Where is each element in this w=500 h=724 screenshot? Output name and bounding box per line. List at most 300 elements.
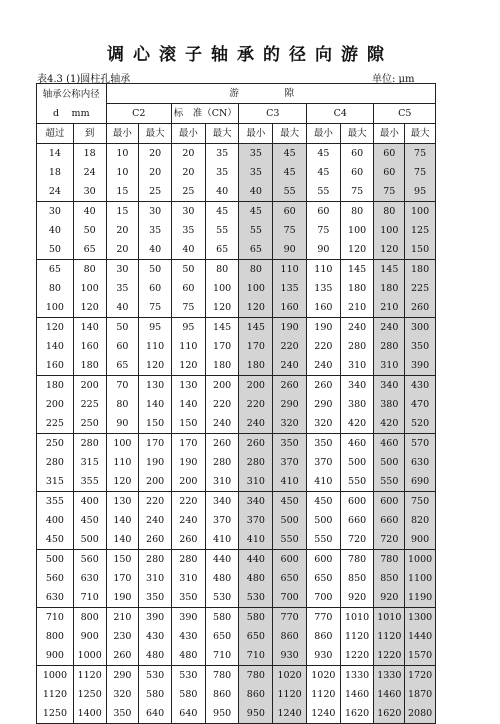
table-cell: 1250 (37, 704, 74, 724)
table-cell: 35 (106, 279, 139, 298)
table-cell: 10 (106, 144, 139, 164)
table-cell: 1120 (374, 627, 405, 646)
table-cell: 15 (106, 182, 139, 202)
table-cell: 60 (340, 144, 374, 164)
table-cell: 350 (171, 588, 205, 608)
table-cell: 80 (374, 202, 405, 222)
table-cell: 420 (340, 414, 374, 434)
table-cell: 340 (205, 492, 239, 512)
min-header: 最小 (374, 124, 405, 144)
table-cell: 530 (171, 666, 205, 686)
table-cell: 440 (239, 550, 273, 570)
table-cell: 240 (374, 318, 405, 338)
table-cell: 120 (139, 356, 172, 376)
table-cell: 130 (139, 376, 172, 396)
table-row (37, 318, 436, 338)
table-cell: 30 (139, 202, 172, 222)
table-cell: 600 (340, 492, 374, 512)
table-cell: 35 (239, 163, 273, 182)
table-cell: 500 (374, 453, 405, 472)
table-cell: 75 (306, 221, 340, 240)
table-row (37, 144, 436, 164)
table-cell: 860 (239, 685, 273, 704)
table-row (37, 163, 436, 182)
table-cell: 110 (171, 337, 205, 356)
table-cell: 35 (205, 144, 239, 164)
over-header: 超过 (37, 124, 74, 144)
table-cell: 90 (106, 414, 139, 434)
table-row (37, 685, 436, 704)
table-cell: 80 (205, 260, 239, 280)
table-cell: 320 (106, 685, 139, 704)
table-cell: 100 (405, 202, 436, 222)
table-cell: 850 (340, 569, 374, 588)
table-cell: 14 (37, 144, 74, 164)
table-cell: 140 (139, 395, 172, 414)
table-cell: 55 (306, 182, 340, 202)
table-cell: 260 (405, 298, 436, 318)
table-cell: 220 (239, 395, 273, 414)
table-cell: 460 (340, 434, 374, 454)
table-cell: 75 (340, 182, 374, 202)
max-header: 最大 (139, 124, 172, 144)
table-cell: 45 (306, 163, 340, 182)
table-cell: 320 (306, 414, 340, 434)
table-cell: 145 (239, 318, 273, 338)
table-cell: 650 (273, 569, 307, 588)
table-cell: 230 (106, 627, 139, 646)
table-cell: 480 (239, 569, 273, 588)
table-cell: 240 (340, 318, 374, 338)
table-cell: 45 (306, 144, 340, 164)
table-cell: 430 (171, 627, 205, 646)
table-cell: 1000 (405, 550, 436, 570)
table-cell: 260 (306, 376, 340, 396)
table-cell: 430 (139, 627, 172, 646)
table-cell: 220 (273, 337, 307, 356)
table-cell: 65 (205, 240, 239, 260)
table-cell: 80 (239, 260, 273, 280)
table-cell: 120 (374, 240, 405, 260)
table-cell: 160 (73, 337, 106, 356)
table-cell: 1120 (306, 685, 340, 704)
table-cell: 150 (171, 414, 205, 434)
table-cell: 1250 (73, 685, 106, 704)
table-cell: 55 (239, 221, 273, 240)
table-cell: 780 (205, 666, 239, 686)
table-cell: 1440 (405, 627, 436, 646)
table-cell: 350 (405, 337, 436, 356)
table-cell: 770 (306, 608, 340, 628)
table-cell: 220 (306, 337, 340, 356)
table-cell: 210 (374, 298, 405, 318)
table-cell: 20 (171, 163, 205, 182)
table-cell: 120 (106, 472, 139, 492)
table-cell: 355 (37, 492, 74, 512)
table-cell: 1300 (405, 608, 436, 628)
table-row (37, 588, 436, 608)
table-cell: 170 (139, 434, 172, 454)
table-cell: 260 (239, 434, 273, 454)
table-cell: 190 (273, 318, 307, 338)
table-cell: 60 (273, 202, 307, 222)
table-row (37, 240, 436, 260)
table-cell: 310 (340, 356, 374, 376)
table-cell: 390 (171, 608, 205, 628)
table-cell: 100 (37, 298, 74, 318)
table-cell: 600 (306, 550, 340, 570)
table-cell: 60 (374, 163, 405, 182)
table-cell: 220 (205, 395, 239, 414)
table-cell: 240 (205, 414, 239, 434)
max-header: 最大 (405, 124, 436, 144)
table-caption: 表4.3 (1)圆柱孔轴承 (37, 74, 131, 85)
table-cell: 1120 (340, 627, 374, 646)
table-cell: 80 (73, 260, 106, 280)
table-cell: 400 (73, 492, 106, 512)
table-cell: 710 (37, 608, 74, 628)
table-cell: 550 (306, 530, 340, 550)
table-cell: 650 (306, 569, 340, 588)
table-cell: 240 (239, 414, 273, 434)
table-cell: 120 (73, 298, 106, 318)
table-cell: 55 (205, 221, 239, 240)
table-cell: 260 (205, 434, 239, 454)
table-cell: 780 (340, 550, 374, 570)
table-cell: 50 (106, 318, 139, 338)
table-cell: 310 (239, 472, 273, 492)
table-cell: 710 (239, 646, 273, 666)
table-cell: 60 (106, 337, 139, 356)
table-cell: 20 (139, 163, 172, 182)
table-cell: 260 (273, 376, 307, 396)
table-cell: 820 (405, 511, 436, 530)
table-cell: 420 (374, 414, 405, 434)
table-cell: 100 (340, 221, 374, 240)
table-cell: 315 (37, 472, 74, 492)
table-cell: 40 (239, 182, 273, 202)
table-row (37, 337, 436, 356)
table-row (37, 472, 436, 492)
table-cell: 30 (171, 202, 205, 222)
table-cell: 640 (139, 704, 172, 724)
table-cell: 145 (205, 318, 239, 338)
table-row (37, 550, 436, 570)
table-cell: 430 (405, 376, 436, 396)
table-cell: 210 (340, 298, 374, 318)
bore-header (37, 84, 107, 124)
table-cell: 65 (37, 260, 74, 280)
table-cell: 280 (340, 337, 374, 356)
table-cell: 95 (171, 318, 205, 338)
table-cell: 500 (273, 511, 307, 530)
table-cell: 160 (306, 298, 340, 318)
table-row (37, 260, 436, 280)
table-cell: 75 (273, 221, 307, 240)
table-cell: 240 (273, 356, 307, 376)
table-cell: 380 (340, 395, 374, 414)
table-cell: 120 (205, 298, 239, 318)
table-row (37, 298, 436, 318)
table-cell: 290 (273, 395, 307, 414)
table-cell: 315 (73, 453, 106, 472)
table-cell: 370 (273, 453, 307, 472)
table-cell: 60 (340, 163, 374, 182)
table-cell: 440 (205, 550, 239, 570)
table-cell: 550 (340, 472, 374, 492)
table-cell: 800 (73, 608, 106, 628)
table-cell: 390 (405, 356, 436, 376)
table-cell: 340 (340, 376, 374, 396)
table-row (37, 453, 436, 472)
min-header: 最小 (239, 124, 273, 144)
table-cell: 90 (306, 240, 340, 260)
table-cell: 100 (239, 279, 273, 298)
table-cell: 75 (374, 182, 405, 202)
table-cell: 60 (171, 279, 205, 298)
table-cell: 190 (306, 318, 340, 338)
table-cell: 140 (171, 395, 205, 414)
table-cell: 650 (205, 627, 239, 646)
table-cell: 95 (139, 318, 172, 338)
table-cell: 520 (405, 414, 436, 434)
table-cell: 930 (306, 646, 340, 666)
table-cell: 280 (205, 453, 239, 472)
table-cell: 300 (405, 318, 436, 338)
table-cell: 40 (37, 221, 74, 240)
table-cell: 20 (139, 144, 172, 164)
table-cell: 20 (106, 221, 139, 240)
table-cell: 60 (374, 144, 405, 164)
table-cell: 50 (37, 240, 74, 260)
table-cell: 1330 (374, 666, 405, 686)
table-cell: 900 (37, 646, 74, 666)
table-cell: 40 (73, 202, 106, 222)
table-cell: 710 (205, 646, 239, 666)
table-cell: 580 (239, 608, 273, 628)
table-cell: 240 (139, 511, 172, 530)
table-cell: 180 (340, 279, 374, 298)
table-row (37, 492, 436, 512)
table-cell: 410 (306, 472, 340, 492)
table-cell: 40 (205, 182, 239, 202)
table-cell: 370 (239, 511, 273, 530)
table-cell: 500 (306, 511, 340, 530)
table-cell: 50 (73, 221, 106, 240)
table-cell: 130 (171, 376, 205, 396)
table-cell: 750 (405, 492, 436, 512)
table-cell: 1010 (340, 608, 374, 628)
table-cell: 290 (306, 395, 340, 414)
table-cell: 200 (73, 376, 106, 396)
table-cell: 1240 (306, 704, 340, 724)
table-cell: 200 (205, 376, 239, 396)
table-cell: 40 (106, 298, 139, 318)
table-cell: 720 (374, 530, 405, 550)
table-cell: 75 (405, 144, 436, 164)
table-cell: 125 (405, 221, 436, 240)
table-cell: 190 (171, 453, 205, 472)
table-row (37, 395, 436, 414)
table-cell: 280 (73, 434, 106, 454)
table-cell: 450 (306, 492, 340, 512)
table-cell: 600 (273, 550, 307, 570)
table-cell: 95 (405, 182, 436, 202)
table-cell: 225 (405, 279, 436, 298)
table-cell: 120 (340, 240, 374, 260)
table-cell: 10 (106, 163, 139, 182)
table-cell: 600 (374, 492, 405, 512)
table-cell: 920 (374, 588, 405, 608)
table-cell: 180 (374, 279, 405, 298)
table-cell: 240 (171, 511, 205, 530)
page-title: 调心滚子轴承的径向游隙 (107, 45, 393, 65)
table-cell: 800 (37, 627, 74, 646)
table-cell: 480 (205, 569, 239, 588)
min-header: 最小 (106, 124, 139, 144)
table-cell: 1010 (374, 608, 405, 628)
table-cell: 25 (171, 182, 205, 202)
table-cell: 1020 (306, 666, 340, 686)
table-row (37, 182, 436, 202)
table-cell: 660 (340, 511, 374, 530)
table-cell: 1220 (340, 646, 374, 666)
group-header-c4: C4 (306, 104, 374, 124)
table-cell: 780 (374, 550, 405, 570)
table-cell: 550 (273, 530, 307, 550)
table-cell: 55 (273, 182, 307, 202)
table-cell: 45 (205, 202, 239, 222)
table-cell: 900 (73, 627, 106, 646)
table-cell: 500 (73, 530, 106, 550)
table-cell: 120 (37, 318, 74, 338)
max-header: 最大 (205, 124, 239, 144)
table-row (37, 511, 436, 530)
table-cell: 1620 (340, 704, 374, 724)
table-cell: 700 (306, 588, 340, 608)
table-cell: 35 (239, 144, 273, 164)
table-cell: 480 (139, 646, 172, 666)
table-cell: 1460 (340, 685, 374, 704)
group-header-c5: C5 (374, 104, 436, 124)
table-cell: 1220 (374, 646, 405, 666)
table-cell: 65 (73, 240, 106, 260)
upto-header: 到 (73, 124, 106, 144)
header-row-1 (37, 84, 436, 104)
min-header: 最小 (306, 124, 340, 144)
table-cell: 200 (139, 472, 172, 492)
table-cell: 920 (340, 588, 374, 608)
table-cell: 30 (73, 182, 106, 202)
table-cell: 860 (306, 627, 340, 646)
table-cell: 150 (139, 414, 172, 434)
table-cell: 220 (171, 492, 205, 512)
table-cell: 170 (171, 434, 205, 454)
table-cell: 180 (73, 356, 106, 376)
table-cell: 280 (171, 550, 205, 570)
table-cell: 690 (405, 472, 436, 492)
table-cell: 170 (239, 337, 273, 356)
table-cell: 280 (374, 337, 405, 356)
table-cell: 25 (139, 182, 172, 202)
table-cell: 75 (139, 298, 172, 318)
table-cell: 1460 (374, 685, 405, 704)
table-cell: 60 (139, 279, 172, 298)
table-cell: 950 (239, 704, 273, 724)
table-cell: 170 (106, 569, 139, 588)
table-cell: 130 (106, 492, 139, 512)
table-cell: 1400 (73, 704, 106, 724)
table-cell: 320 (273, 414, 307, 434)
header-row-3 (37, 124, 436, 144)
table-cell: 860 (205, 685, 239, 704)
table-cell: 280 (37, 453, 74, 472)
table-cell: 100 (205, 279, 239, 298)
table-cell: 470 (405, 395, 436, 414)
table-cell: 24 (37, 182, 74, 202)
table-cell: 180 (405, 260, 436, 280)
table-cell: 500 (340, 453, 374, 472)
table-cell: 350 (139, 588, 172, 608)
table-cell: 110 (139, 337, 172, 356)
table-row (37, 646, 436, 666)
table-cell: 24 (73, 163, 106, 182)
table-cell: 135 (273, 279, 307, 298)
table-cell: 280 (239, 453, 273, 472)
table-cell: 170 (205, 337, 239, 356)
bore-header-line1: 轴承公称内径 (42, 88, 100, 100)
table-cell: 1120 (37, 685, 74, 704)
table-cell: 150 (106, 550, 139, 570)
table-cell: 340 (239, 492, 273, 512)
table-cell: 410 (273, 472, 307, 492)
table-cell: 50 (171, 260, 205, 280)
table-cell: 310 (205, 472, 239, 492)
table-cell: 145 (340, 260, 374, 280)
table-cell: 260 (139, 530, 172, 550)
table-cell: 370 (205, 511, 239, 530)
table-cell: 530 (239, 588, 273, 608)
table-cell: 900 (405, 530, 436, 550)
table-cell: 350 (306, 434, 340, 454)
table-cell: 140 (106, 511, 139, 530)
table-cell: 630 (37, 588, 74, 608)
table-cell: 560 (37, 569, 74, 588)
table-cell: 380 (374, 395, 405, 414)
table-cell: 220 (139, 492, 172, 512)
table-cell: 150 (405, 240, 436, 260)
table-cell: 145 (374, 260, 405, 280)
table-cell: 160 (273, 298, 307, 318)
table-cell: 35 (171, 221, 205, 240)
table-cell: 40 (139, 240, 172, 260)
table-cell: 1000 (37, 666, 74, 686)
table-cell: 780 (239, 666, 273, 686)
table-cell: 480 (171, 646, 205, 666)
table-cell: 530 (205, 588, 239, 608)
table-cell: 18 (37, 163, 74, 182)
table-cell: 500 (37, 550, 74, 570)
table-cell: 40 (171, 240, 205, 260)
clearance-header: 游 隙 (106, 84, 435, 104)
table-cell: 370 (306, 453, 340, 472)
table-cell: 30 (37, 202, 74, 222)
table-cell: 110 (306, 260, 340, 280)
table-cell: 160 (37, 356, 74, 376)
table-cell: 250 (73, 414, 106, 434)
table-cell: 20 (171, 144, 205, 164)
table-cell: 280 (139, 550, 172, 570)
